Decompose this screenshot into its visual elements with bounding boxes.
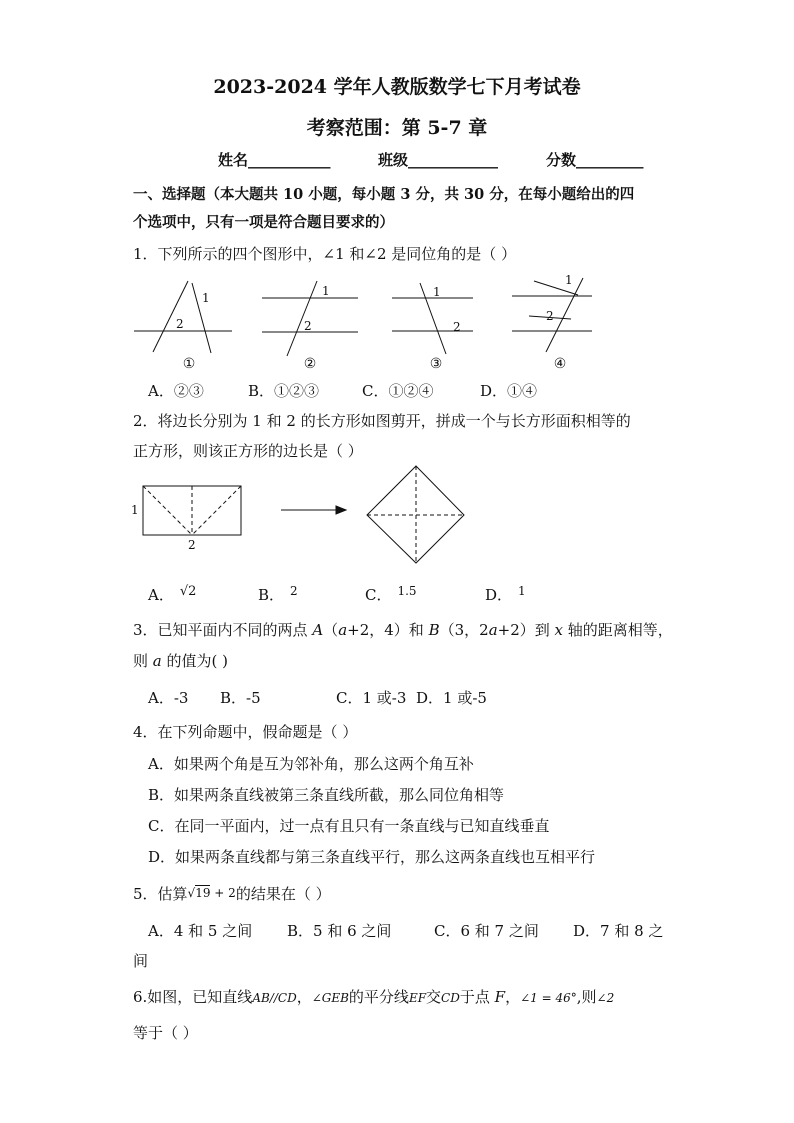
q3-text-1: 3．已知平面内不同的两点 (133, 621, 313, 639)
q5-option-d-wrap: 间 (133, 952, 149, 970)
q2-rect-side-1: 1 (131, 503, 139, 517)
q6-stem-line2: 等于（ ） (133, 1024, 198, 1042)
q6-point-f: F (494, 988, 506, 1006)
class-blank: ____________ (408, 151, 499, 169)
q3-text-5: +2）到 (497, 621, 555, 639)
q2-arrow-head (336, 506, 346, 514)
q3-stem-line1 (133, 619, 673, 640)
q3-var-a2: a (488, 621, 498, 639)
q3-option-a: A．-3 (148, 689, 189, 707)
q2-rect-side-2: 2 (188, 538, 196, 552)
q6-text-5: 于点 (459, 988, 495, 1006)
q6-angle-geb: ∠GEB (311, 991, 349, 1005)
fig2-angle2: 2 (304, 319, 312, 333)
q1-option-a: A．②③ (148, 382, 204, 400)
q2-option-a-value: √2 (179, 584, 197, 599)
q2-option-c (365, 584, 417, 605)
q6-text-7: ,则 (576, 988, 597, 1006)
fig1-angle2: 2 (176, 317, 184, 331)
q5-stem (133, 883, 331, 904)
q3-stem-line2 (133, 650, 228, 671)
fig1-angle1: 1 (202, 291, 210, 305)
fig3-angle2: 2 (453, 320, 461, 334)
fig4-angle2: 2 (546, 309, 554, 323)
q3-text-7: 则 (133, 652, 153, 670)
q1-stem: 1．下列所示的四个图形中，∠1 和∠2 是同位角的是（ ） (133, 245, 517, 263)
score-label: 分数 (546, 151, 577, 169)
q4-stem: 4．在下列命题中，假命题是（ ） (133, 723, 358, 741)
exam-title: 2023-2024 学年人教版数学七下月考试卷 (213, 76, 581, 98)
q4-option-c: C．在同一平面内，过一点有且只有一条直线与已知直线垂直 (148, 817, 550, 835)
q5-text-2: 的结果在（ ） (235, 885, 331, 903)
q5-option-c: C．6 和 7 之间 (434, 922, 539, 940)
section-heading-line1: 一、选择题（本大题共 10 小题，每小题 3 分，共 30 分，在每小题给出的四 (133, 186, 635, 203)
q6-parallel-lines: AB//CD (252, 991, 297, 1005)
q4-option-b: B．如果两条直线被第三条直线所截，那么同位角相等 (148, 786, 505, 804)
q2-stem-line1: 2．将边长分别为 1 和 2 的长方形如图剪开，拼成一个与长方形面积相等的 (133, 412, 631, 430)
q5-sqrt-sign: √ (187, 886, 196, 900)
q4-option-d: D．如果两条直线都与第三条直线平行，那么这两条直线也互相平行 (148, 848, 596, 866)
q5-expression (188, 886, 236, 900)
q3-text-6: 轴的距离相等， (563, 621, 673, 639)
q2-option-d (485, 584, 526, 605)
q4-option-a: A．如果两个角是互为邻补角，那么这两个角互补 (148, 755, 474, 773)
score-blank: _________ (576, 151, 644, 169)
q5-option-a: A．4 和 5 之间 (148, 922, 253, 940)
q6-stem-line1 (133, 986, 614, 1007)
q3-point-a: A (312, 621, 324, 639)
q5-radicand: 19 (195, 886, 211, 900)
q2-rect-cut-left (143, 486, 192, 535)
fig1-label: ① (182, 356, 196, 372)
q2-rect-cut-right (192, 486, 241, 535)
q6-angle-1: ∠1 = 46° (520, 991, 577, 1005)
name-blank: ___________ (248, 151, 331, 169)
q2-option-c-letter: C． (365, 586, 392, 604)
section-heading-line2: 个选项中，只有一项是符合题目要求的） (133, 214, 394, 231)
q5-text-1: 5．估算 (133, 885, 188, 903)
q3-var-x: x (554, 621, 564, 639)
q3-text-3: +2，4）和 (347, 621, 429, 639)
q3-var-a1: a (338, 621, 348, 639)
q2-option-d-value: 1 (518, 584, 526, 598)
q6-angle-2: ∠2 (596, 991, 615, 1005)
fig4-angle1: 1 (565, 273, 573, 287)
q3-text-2: （ (323, 621, 339, 639)
q3-text-8: 的值为( ) (161, 652, 228, 670)
fig2-angle1: 1 (322, 284, 330, 298)
q3-var-a3: a (152, 652, 162, 670)
q2-option-b-letter: B． (258, 586, 285, 604)
q3-option-d: D．1 或-5 (416, 689, 487, 707)
q5-plus-two: + 2 (210, 886, 236, 900)
fig3-angle1: 1 (433, 285, 441, 299)
class-label: 班级 (378, 151, 409, 169)
q5-option-d: D．7 和 8 之 (573, 922, 664, 940)
q6-text-2: ， (296, 988, 312, 1006)
q6-line-cd: CD (441, 991, 460, 1005)
q6-text-4: 交 (426, 988, 442, 1006)
q6-text-3: 的平分线 (348, 988, 409, 1006)
q2-option-d-letter: D． (485, 586, 513, 604)
exam-scope: 考察范围：第 5-7 章 (306, 117, 488, 139)
q3-point-b: B (428, 621, 440, 639)
q3-text-4: （3，2 (439, 621, 489, 639)
fig4-label: ④ (553, 356, 567, 372)
q3-option-b: B．-5 (220, 689, 261, 707)
q3-option-c: C．1 或-3 (336, 689, 407, 707)
q2-option-b-value: 2 (290, 584, 298, 598)
q2-stem-line2: 正方形，则该正方形的边长是（ ） (133, 442, 363, 460)
q2-option-a (148, 584, 196, 605)
q2-option-b (258, 584, 298, 605)
fig3-label: ③ (429, 356, 443, 372)
q1-option-d: D．①④ (480, 382, 538, 400)
q1-option-b: B．①②③ (248, 382, 320, 400)
q6-text-1: 6.如图，已知直线 (133, 988, 253, 1006)
q2-option-c-value: 1.5 (397, 584, 417, 598)
name-label: 姓名 (218, 151, 249, 169)
fig2-label: ② (303, 356, 317, 372)
q5-option-b: B．5 和 6 之间 (287, 922, 392, 940)
q1-option-c: C．①②④ (362, 382, 434, 400)
q6-text-6: ， (505, 988, 521, 1006)
q6-bisector-ef: EF (408, 991, 427, 1005)
q2-option-a-letter: A． (148, 586, 174, 604)
